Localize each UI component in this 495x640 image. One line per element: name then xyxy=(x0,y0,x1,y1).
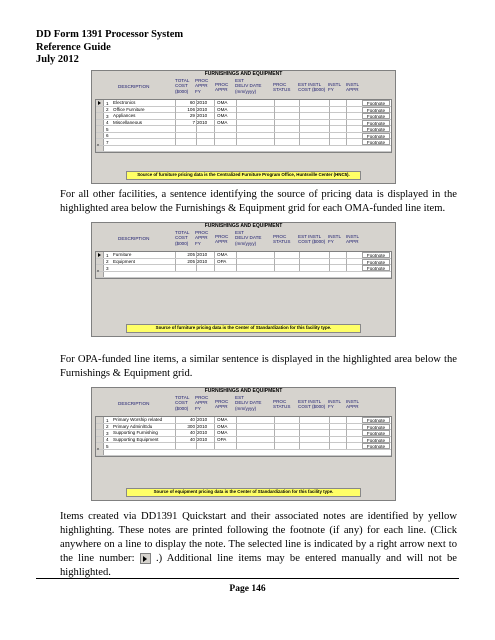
row-number: 6 xyxy=(106,133,109,138)
quickstart-text-start: Items created via DD1391 Quickstart and their associated notes are identified by yellow highlighting. These notes are printed following the footnote (if any) for each line. (Click anywhere on a line to display the note. The selected line is indicated by a right arrow next to the line number: xyxy=(60,511,457,564)
cell-proc-appr[interactable] xyxy=(216,265,237,271)
col-header-proc-status: PROC STATUS xyxy=(273,234,291,245)
cell-description[interactable]: Office Furniture xyxy=(112,107,176,113)
new-row[interactable] xyxy=(96,143,391,153)
cell-proc-status[interactable] xyxy=(275,100,300,106)
col-header-proc-status: PROC STATUS xyxy=(273,82,291,93)
new-row-indicator[interactable]: * xyxy=(96,450,104,456)
cell-description[interactable] xyxy=(112,265,176,271)
cell-proc-appr-fy[interactable]: 2010 xyxy=(196,107,215,113)
row-indicator[interactable] xyxy=(96,259,104,265)
col-header-est-instl-cost: EST INSTL COST ($000) xyxy=(298,399,326,410)
cell-instl-fy[interactable] xyxy=(330,437,347,443)
cell-est-instl-cost[interactable] xyxy=(300,265,330,271)
cell-proc-appr-fy[interactable] xyxy=(196,265,215,271)
cell-proc-appr[interactable]: OPA xyxy=(216,437,237,443)
row-number: 4 xyxy=(106,120,109,125)
cell-proc-appr-fy[interactable]: 2010 xyxy=(196,437,215,443)
col-header-instl-fy: INSTL FY xyxy=(328,82,342,93)
row-number: 2 xyxy=(106,107,109,112)
cell-est-deliv-date[interactable] xyxy=(237,259,275,265)
header-date: July 2012 xyxy=(36,54,79,65)
row-number: 7 xyxy=(106,139,109,145)
pricing-source-note: Source of furniture pricing data is the Center of Standardization for this facility type. xyxy=(126,324,361,333)
cell-description[interactable]: Electronics xyxy=(112,100,176,106)
cell-proc-appr-fy[interactable] xyxy=(196,133,215,139)
cell-proc-appr[interactable]: OMA xyxy=(216,120,237,126)
col-header-proc-appr-fy: PROC APPR FY xyxy=(195,230,209,246)
cell-proc-status[interactable] xyxy=(275,265,300,271)
grid-rows xyxy=(95,416,392,457)
col-header-est-deliv-date: EST DELIV DATE (mm/yyyy) xyxy=(235,230,262,246)
cell-proc-appr[interactable]: OMA xyxy=(216,430,237,436)
cell-total-cost[interactable] xyxy=(176,443,197,449)
cell-instl-fy[interactable] xyxy=(330,252,347,258)
col-header-description: DESCRIPTION xyxy=(118,401,150,406)
cell-est-instl-cost[interactable] xyxy=(300,417,330,423)
cell-proc-appr-fy[interactable]: 2010 xyxy=(196,417,215,423)
col-header-instl-fy: INSTL FY xyxy=(328,234,342,245)
row-number: 5 xyxy=(106,443,109,449)
row-indicator[interactable] xyxy=(96,133,104,139)
cell-total-cost[interactable]: 7 xyxy=(176,120,197,126)
cell-proc-appr-fy[interactable]: 2010 xyxy=(196,100,215,106)
cell-total-cost[interactable]: 40 xyxy=(176,417,197,423)
cell-est-deliv-date[interactable] xyxy=(237,139,275,145)
cell-description[interactable]: Supporting Furnishing xyxy=(112,430,176,436)
col-header-instl-appr: INSTL APPR xyxy=(346,234,360,245)
cell-instl-fy[interactable] xyxy=(330,424,347,430)
cell-total-cost[interactable] xyxy=(176,265,197,271)
cell-est-instl-cost[interactable] xyxy=(300,437,330,443)
cell-description[interactable]: Supporting Equipment xyxy=(112,437,176,443)
cell-total-cost[interactable]: 205 xyxy=(176,252,197,258)
cell-description[interactable]: Appliances xyxy=(112,113,176,119)
pricing-source-note: Source of furniture pricing data is the Centralized Furniture Program Office, Huntsville Center (HNC5). xyxy=(126,171,361,180)
col-header-est-deliv-date: EST DELIV DATE (mm/yyyy) xyxy=(235,395,262,411)
grid-rows xyxy=(95,99,392,153)
cell-total-cost[interactable]: 29 xyxy=(176,113,197,119)
cell-est-deliv-date[interactable] xyxy=(237,133,275,139)
col-header-description: DESCRIPTION xyxy=(118,236,150,241)
paragraph-other-facilities: For all other facilities, a sentence identifying the source of pricing data is displayed in the highlighted area below the Furnishings & Equipment grid for each OMA-funded line item. xyxy=(60,189,457,214)
cell-instl-fy[interactable] xyxy=(330,133,347,139)
cell-proc-appr-fy[interactable]: 2010 xyxy=(196,120,215,126)
cell-description[interactable]: Furniture xyxy=(112,252,176,258)
row-number: 1 xyxy=(106,417,109,423)
footnote-button[interactable]: Footnote xyxy=(362,430,390,436)
col-header-instl-appr: INSTL APPR xyxy=(346,82,360,93)
cell-description[interactable] xyxy=(112,126,176,132)
paragraph-quickstart xyxy=(60,510,457,580)
cell-proc-appr-fy[interactable] xyxy=(196,126,215,132)
cell-est-deliv-date[interactable] xyxy=(237,430,275,436)
cell-est-instl-cost[interactable] xyxy=(300,424,330,430)
cell-est-instl-cost[interactable] xyxy=(300,126,330,132)
cell-instl-fy[interactable] xyxy=(330,259,347,265)
cell-proc-appr[interactable]: OMA xyxy=(216,100,237,106)
footnote-button[interactable]: Footnote xyxy=(362,259,390,265)
cell-proc-appr-fy[interactable]: 2010 xyxy=(196,113,215,119)
cell-description[interactable] xyxy=(112,139,176,145)
cell-proc-status[interactable] xyxy=(275,430,300,436)
header-guide-name: Reference Guide xyxy=(36,41,111,53)
cell-total-cost[interactable] xyxy=(176,133,197,139)
cell-est-deliv-date[interactable] xyxy=(237,443,275,449)
cell-est-instl-cost[interactable] xyxy=(300,139,330,145)
cell-instl-fy[interactable] xyxy=(330,443,347,449)
row-indicator[interactable] xyxy=(96,113,104,119)
cell-proc-status[interactable] xyxy=(275,437,300,443)
new-row[interactable] xyxy=(96,269,391,279)
row-indicator[interactable] xyxy=(96,430,104,436)
footnote-button[interactable]: Footnote xyxy=(362,107,390,113)
furnishings-grid-3 xyxy=(91,387,396,501)
col-header-total-cost: TOTAL COST ($000) xyxy=(175,78,190,94)
cell-est-deliv-date[interactable] xyxy=(237,120,275,126)
cell-proc-appr-fy[interactable]: 2010 xyxy=(196,252,215,258)
cell-proc-appr[interactable] xyxy=(216,139,237,145)
cell-proc-appr[interactable] xyxy=(216,443,237,449)
cell-proc-appr[interactable]: OMA xyxy=(216,424,237,430)
furnishings-grid-1 xyxy=(91,70,396,184)
cell-proc-appr[interactable]: OMA xyxy=(216,107,237,113)
row-number: 5 xyxy=(106,126,109,132)
cell-proc-appr-fy[interactable] xyxy=(196,139,215,145)
cell-proc-appr[interactable]: OMA xyxy=(216,113,237,119)
row-number: 3 xyxy=(106,265,109,271)
cell-total-cost[interactable] xyxy=(176,139,197,145)
cell-description[interactable] xyxy=(112,443,176,449)
cell-proc-status[interactable] xyxy=(275,113,300,119)
col-header-proc-status: PROC STATUS xyxy=(273,399,291,410)
cell-est-deliv-date[interactable] xyxy=(237,107,275,113)
cell-proc-status[interactable] xyxy=(275,443,300,449)
new-row-indicator[interactable]: * xyxy=(96,272,104,278)
row-number: 4 xyxy=(106,437,109,442)
footnote-button[interactable]: Footnote xyxy=(362,252,390,258)
cell-instl-fy[interactable] xyxy=(330,107,347,113)
row-indicator[interactable] xyxy=(96,107,104,113)
cell-instl-fy[interactable] xyxy=(330,126,347,132)
header-system-name: DD Form 1391 Processor System xyxy=(36,29,184,40)
footnote-button[interactable]: Footnote xyxy=(362,126,390,132)
cell-proc-appr[interactable]: OMA xyxy=(216,417,237,423)
cell-total-cost[interactable]: 40 xyxy=(176,437,197,443)
selected-row-arrow-icon xyxy=(140,553,151,564)
cell-proc-appr[interactable]: OPA xyxy=(216,259,237,265)
row-indicator[interactable] xyxy=(96,417,104,423)
document-header xyxy=(36,29,183,67)
cell-est-deliv-date[interactable] xyxy=(237,424,275,430)
col-header-total-cost: TOTAL COST ($000) xyxy=(175,395,190,411)
col-header-total-cost: TOTAL COST ($000) xyxy=(175,230,190,246)
cell-est-deliv-date[interactable] xyxy=(237,265,275,271)
page-number: Page 146 xyxy=(229,584,266,594)
cell-est-instl-cost[interactable] xyxy=(300,443,330,449)
cell-est-instl-cost[interactable] xyxy=(300,113,330,119)
cell-instl-fy[interactable] xyxy=(330,430,347,436)
row-indicator[interactable] xyxy=(96,100,104,106)
footnote-button[interactable]: Footnote xyxy=(362,437,390,443)
new-row-indicator[interactable]: * xyxy=(96,146,104,152)
cell-description[interactable]: Miscellaneous xyxy=(112,120,176,126)
cell-description[interactable]: Primary Worship related xyxy=(112,417,176,423)
footnote-button[interactable]: Footnote xyxy=(362,424,390,430)
footnote-button[interactable]: Footnote xyxy=(362,100,390,106)
col-header-proc-appr: PROC APPR xyxy=(215,82,229,93)
cell-est-deliv-date[interactable] xyxy=(237,252,275,258)
cell-proc-appr[interactable] xyxy=(216,126,237,132)
cell-est-deliv-date[interactable] xyxy=(237,113,275,119)
cell-total-cost[interactable]: 205 xyxy=(176,259,197,265)
row-indicator[interactable] xyxy=(96,126,104,132)
cell-proc-status[interactable] xyxy=(275,424,300,430)
cell-description[interactable] xyxy=(112,133,176,139)
cell-instl-fy[interactable] xyxy=(330,139,347,145)
cell-instl-fy[interactable] xyxy=(330,120,347,126)
col-header-est-instl-cost: EST INSTL COST ($000) xyxy=(298,82,326,93)
row-number: 3 xyxy=(106,430,109,436)
cell-est-instl-cost[interactable] xyxy=(300,430,330,436)
grid-title: FURNISHINGS AND EQUIPMENT xyxy=(204,71,283,77)
cell-proc-status[interactable] xyxy=(275,259,300,265)
footnote-button[interactable]: Footnote xyxy=(362,120,390,126)
cell-est-instl-cost[interactable] xyxy=(300,259,330,265)
cell-proc-status[interactable] xyxy=(275,252,300,258)
row-number: 1 xyxy=(106,100,109,106)
cell-proc-appr-fy[interactable]: 2010 xyxy=(196,259,215,265)
pricing-source-note: Source of equipment pricing data is the Center of Standardization for this facility type. xyxy=(126,488,361,497)
cell-total-cost[interactable]: 40 xyxy=(176,430,197,436)
row-indicator[interactable] xyxy=(96,424,104,430)
cell-proc-status[interactable] xyxy=(275,417,300,423)
cell-est-deliv-date[interactable] xyxy=(237,100,275,106)
cell-est-instl-cost[interactable] xyxy=(300,107,330,113)
col-header-instl-appr: INSTL APPR xyxy=(346,399,360,410)
cell-proc-status[interactable] xyxy=(275,107,300,113)
row-indicator[interactable] xyxy=(96,252,104,258)
col-header-proc-appr: PROC APPR xyxy=(215,399,229,410)
cell-est-deliv-date[interactable] xyxy=(237,417,275,423)
cell-proc-appr-fy[interactable]: 2010 xyxy=(196,424,215,430)
grid-title: FURNISHINGS AND EQUIPMENT xyxy=(204,388,283,394)
col-header-proc-appr-fy: PROC APPR FY xyxy=(195,78,209,94)
cell-proc-status[interactable] xyxy=(275,139,300,145)
cell-proc-status[interactable] xyxy=(275,120,300,126)
cell-description[interactable]: Primary Admin/Edu xyxy=(112,424,176,430)
row-number: 2 xyxy=(106,424,109,429)
furnishings-grid-2 xyxy=(91,222,396,337)
footnote-button[interactable]: Footnote xyxy=(362,443,390,449)
paragraph-opa-items: For OPA-funded line items, a similar sentence is displayed in the highlighted area below the Furnishings & Equipment grid. xyxy=(60,354,457,379)
cell-description[interactable]: Equipment xyxy=(112,259,176,265)
cell-est-instl-cost[interactable] xyxy=(300,252,330,258)
row-number: 3 xyxy=(106,113,109,119)
cell-proc-status[interactable] xyxy=(275,126,300,132)
footnote-button[interactable]: Footnote xyxy=(362,133,390,139)
col-header-est-deliv-date: EST DELIV DATE (mm/yyyy) xyxy=(235,78,262,94)
cell-proc-appr-fy[interactable]: 2010 xyxy=(196,430,215,436)
grid-title: FURNISHINGS AND EQUIPMENT xyxy=(204,223,283,229)
cell-est-instl-cost[interactable] xyxy=(300,100,330,106)
cell-total-cost[interactable] xyxy=(176,126,197,132)
cell-total-cost[interactable]: 106 xyxy=(176,107,197,113)
footnote-button[interactable]: Footnote xyxy=(362,417,390,423)
row-indicator[interactable] xyxy=(96,120,104,126)
footnote-button[interactable]: Footnote xyxy=(362,139,390,145)
col-header-proc-appr-fy: PROC APPR FY xyxy=(195,395,209,411)
new-row[interactable] xyxy=(96,447,391,457)
cell-instl-fy[interactable] xyxy=(330,265,347,271)
footer-rule xyxy=(36,578,459,579)
row-number: 2 xyxy=(106,259,109,264)
cell-proc-appr-fy[interactable] xyxy=(196,443,215,449)
row-number: 1 xyxy=(106,252,109,258)
footnote-button[interactable]: Footnote xyxy=(362,265,390,271)
cell-est-deliv-date[interactable] xyxy=(237,126,275,132)
row-indicator[interactable] xyxy=(96,437,104,443)
cell-est-deliv-date[interactable] xyxy=(237,437,275,443)
cell-instl-fy[interactable] xyxy=(330,100,347,106)
cell-total-cost[interactable]: 300 xyxy=(176,424,197,430)
quickstart-text-end: .) Additional line items may be entered manually and will not be highlighted. xyxy=(60,553,457,578)
col-header-proc-appr: PROC APPR xyxy=(215,234,229,245)
cell-proc-status[interactable] xyxy=(275,133,300,139)
cell-instl-fy[interactable] xyxy=(330,417,347,423)
col-header-instl-fy: INSTL FY xyxy=(328,399,342,410)
col-header-description: DESCRIPTION xyxy=(118,84,150,89)
cell-proc-appr[interactable] xyxy=(216,133,237,139)
cell-total-cost[interactable]: 60 xyxy=(176,100,197,106)
cell-est-instl-cost[interactable] xyxy=(300,120,330,126)
col-header-est-instl-cost: EST INSTL COST ($000) xyxy=(298,234,326,245)
cell-instl-fy[interactable] xyxy=(330,113,347,119)
grid-rows xyxy=(95,251,392,279)
cell-proc-appr[interactable]: OMA xyxy=(216,252,237,258)
footnote-button[interactable]: Footnote xyxy=(362,113,390,119)
cell-est-instl-cost[interactable] xyxy=(300,133,330,139)
